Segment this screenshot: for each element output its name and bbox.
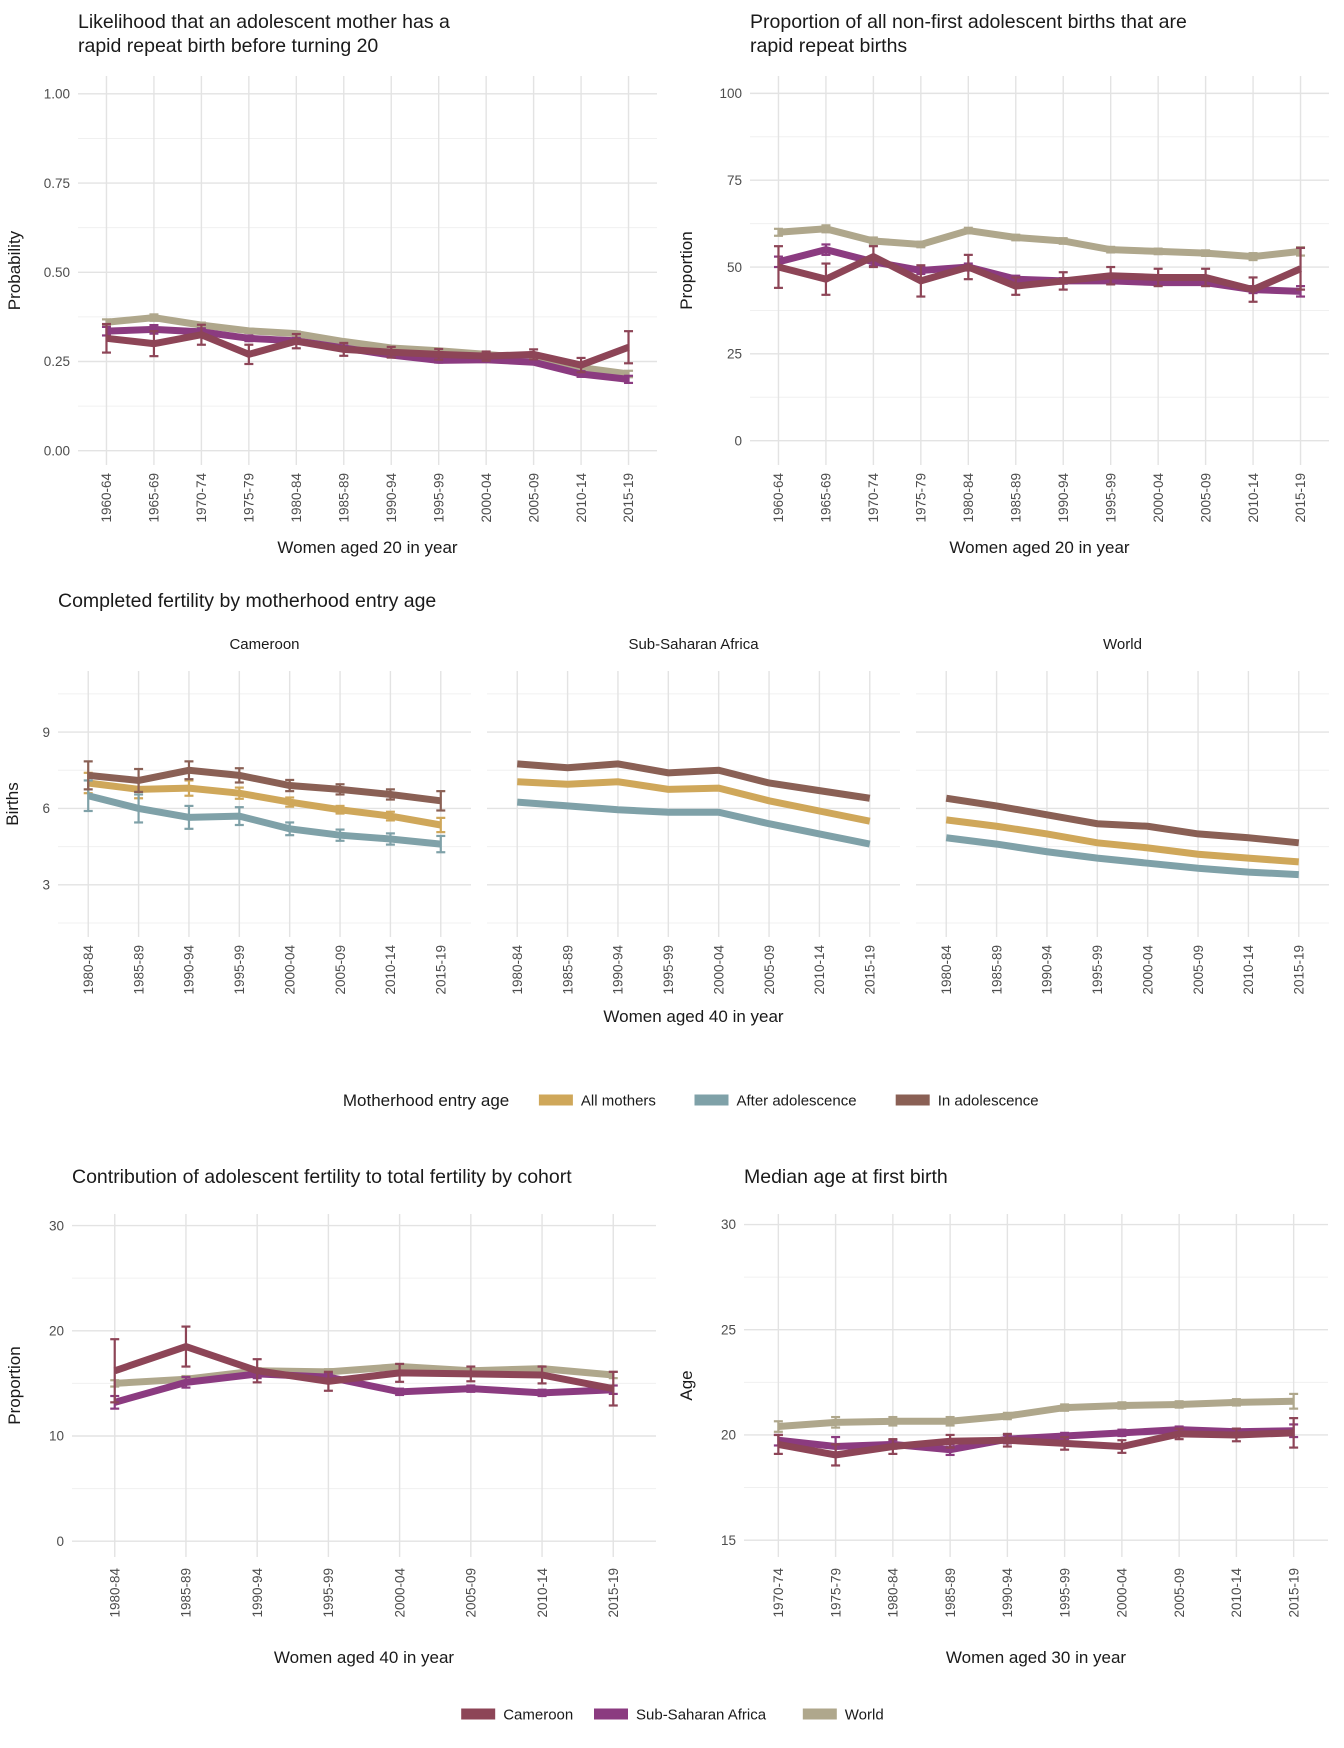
y-tick-label: 0.25: [43, 354, 70, 370]
y-tick-label: 10: [48, 1428, 64, 1444]
x-tick-label: 1995-99: [232, 945, 248, 995]
x-tick-label: 2005-09: [1171, 1568, 1187, 1618]
y-axis-title: Probability: [5, 230, 24, 311]
median-age-first-birth-svg: [672, 1135, 1344, 1675]
x-tick-label: 2000-04: [392, 1568, 408, 1618]
y-tick-label: 50: [726, 259, 742, 275]
completed-fertility-svg: [0, 575, 1344, 1130]
x-tick-label: 1985-89: [131, 945, 147, 995]
y-tick-label: 9: [42, 724, 50, 740]
legend-key-cameroon: [461, 1709, 495, 1720]
x-axis-title: Women aged 20 in year: [277, 538, 458, 557]
legend-title: Motherhood entry age: [342, 1090, 510, 1110]
chart-rrb-proportion: [672, 0, 1344, 575]
y-tick-label: 25: [726, 346, 742, 362]
x-tick-label: 1985-89: [178, 1568, 194, 1618]
legend-key-all-mothers: [539, 1095, 573, 1106]
x-tick-label: 1970-74: [771, 1568, 787, 1618]
x-tick-label: 2015-19: [862, 945, 878, 995]
x-tick-label: 1965-69: [146, 473, 162, 523]
legend-label: After adolescence: [736, 1092, 857, 1110]
x-tick-label: 1980-84: [938, 945, 954, 995]
series-in-adolescence: [946, 798, 1299, 843]
x-tick-label: 2015-19: [1291, 945, 1307, 995]
x-tick-label: 2015-19: [1293, 473, 1309, 523]
x-tick-label: 1960-64: [99, 473, 115, 523]
x-tick-label: 2000-04: [478, 473, 494, 523]
x-tick-label: 2005-09: [1198, 473, 1214, 523]
x-tick-label: 1995-99: [1103, 473, 1119, 523]
y-tick-label: 15: [720, 1532, 736, 1548]
x-tick-label: 1975-79: [828, 1568, 844, 1618]
x-tick-label: 1990-94: [1055, 473, 1071, 523]
facet-label: Sub-Saharan Africa: [628, 636, 759, 653]
x-tick-label: 2015-19: [433, 945, 449, 995]
figure-legend-svg: [0, 1680, 1344, 1743]
x-tick-label: 1990-94: [1000, 1568, 1016, 1618]
x-tick-label: 1980-84: [509, 945, 525, 995]
x-tick-label: 2010-14: [1245, 473, 1261, 523]
x-tick-label: 1990-94: [249, 1568, 265, 1618]
x-tick-label: 1980-84: [80, 945, 96, 995]
y-tick-label: 0.00: [43, 443, 70, 459]
x-tick-label: 2005-09: [761, 945, 777, 995]
x-tick-label: 2010-14: [383, 945, 399, 995]
legend-label: Sub-Saharan Africa: [636, 1706, 767, 1724]
x-tick-label: 1980-84: [885, 1568, 901, 1618]
x-tick-label: 1995-99: [1057, 1568, 1073, 1618]
x-tick-label: 1965-69: [818, 473, 834, 523]
y-tick-label: 20: [48, 1323, 64, 1339]
x-tick-label: 1985-89: [560, 945, 576, 995]
adolescent-contribution-svg: [0, 1135, 672, 1675]
panel-grid: [78, 76, 657, 465]
x-tick-label: 1990-94: [610, 945, 626, 995]
x-axis-title: Women aged 40 in year: [273, 1648, 455, 1667]
legend-label: All mothers: [580, 1092, 656, 1110]
x-tick-label: 2000-04: [1150, 473, 1166, 523]
series-line-in-adolescence: [946, 798, 1299, 843]
x-tick-label: 2010-14: [1229, 1568, 1245, 1618]
figure-legend-row: [0, 1680, 1344, 1748]
y-axis-title: Proportion: [5, 1346, 24, 1425]
series-world: [774, 1394, 1298, 1432]
x-tick-label: 2005-09: [332, 945, 348, 995]
legend-label: In adolescence: [937, 1092, 1039, 1110]
x-tick-label: 1975-79: [913, 473, 929, 523]
x-tick-label: 2010-14: [573, 473, 589, 523]
x-tick-label: 2005-09: [463, 1568, 479, 1618]
y-axis-title: Age: [677, 1370, 696, 1401]
y-tick-label: 30: [48, 1218, 64, 1234]
y-tick-label: 100: [719, 86, 742, 102]
x-tick-label: 2015-19: [605, 1568, 621, 1618]
chart-title-line: rapid repeat birth before turning 20: [78, 35, 379, 57]
x-tick-label: 1990-94: [383, 473, 399, 523]
x-tick-label: 1975-79: [241, 473, 257, 523]
y-tick-label: 0: [56, 1533, 64, 1549]
figure-legend: [0, 1680, 1344, 1748]
x-tick-label: 2005-09: [1190, 945, 1206, 995]
x-tick-label: 1985-89: [989, 945, 1005, 995]
y-axis-title: Births: [3, 782, 22, 826]
x-tick-label: 2000-04: [282, 945, 298, 995]
x-tick-label: 2005-09: [526, 473, 542, 523]
x-tick-label: 1995-99: [661, 945, 677, 995]
x-tick-label: 1995-99: [321, 1568, 337, 1618]
series-line-world: [778, 229, 1300, 257]
legend-key-world: [803, 1709, 837, 1720]
chart-adolescent-contribution: [0, 1135, 672, 1680]
y-tick-label: 6: [42, 801, 50, 817]
chart-title-line: rapid repeat births: [750, 35, 908, 57]
x-tick-label: 1995-99: [1090, 945, 1106, 995]
facet-label: Cameroon: [229, 636, 300, 653]
legend-label: World: [844, 1706, 884, 1724]
chart-completed-fertility: [0, 575, 1344, 1135]
x-tick-label: 1980-84: [107, 1568, 123, 1618]
x-tick-label: 1990-94: [181, 945, 197, 995]
panel-grid: [744, 1214, 1328, 1557]
y-axis-title: Proportion: [677, 231, 696, 310]
x-tick-label: 2010-14: [1241, 945, 1257, 995]
series-line-cameroon: [778, 257, 1300, 290]
x-tick-label: 2015-19: [1286, 1568, 1302, 1618]
y-tick-label: 30: [720, 1217, 736, 1233]
y-tick-label: 1.00: [43, 86, 70, 102]
x-tick-label: 1960-64: [771, 473, 787, 523]
y-tick-label: 0.75: [43, 175, 70, 191]
chart-median-age-first-birth: [672, 1135, 1344, 1680]
x-axis-title: Women aged 40 in year: [603, 1007, 784, 1026]
chart-title-line: Likelihood that an adolescent mother has a: [78, 11, 450, 33]
chart-title-line: Proportion of all non-first adolescent births that are: [750, 11, 1187, 33]
legend-label: Cameroon: [503, 1706, 574, 1724]
facet-label: World: [1103, 636, 1142, 653]
x-tick-label: 1990-94: [1039, 945, 1055, 995]
x-tick-label: 2000-04: [1140, 945, 1156, 995]
y-tick-label: 75: [726, 172, 742, 188]
x-tick-label: 1985-89: [942, 1568, 958, 1618]
row-bottom: [0, 1135, 1344, 1680]
x-axis-title: Women aged 20 in year: [949, 538, 1130, 557]
row-middle: [0, 575, 1344, 1135]
x-tick-label: 1985-89: [336, 473, 352, 523]
legend-key-in-adolescence: [896, 1095, 930, 1106]
y-tick-label: 20: [720, 1427, 736, 1443]
y-tick-label: 0: [734, 433, 742, 449]
chart-rrb-likelihood: [0, 0, 672, 575]
x-tick-label: 1970-74: [866, 473, 882, 523]
x-tick-label: 2010-14: [534, 1568, 550, 1618]
y-tick-label: 0.50: [43, 265, 70, 281]
y-tick-label: 25: [720, 1322, 736, 1338]
chart-title-line: Contribution of adolescent fertility to total fertility by cohort: [72, 1166, 572, 1188]
rrb-proportion-svg: [672, 0, 1344, 570]
chart-title-line: Median age at first birth: [744, 1166, 948, 1188]
x-tick-label: 2015-19: [621, 473, 637, 523]
row-top: [0, 0, 1344, 575]
x-axis-title: Women aged 30 in year: [945, 1648, 1127, 1667]
chart-title-line: Completed fertility by motherhood entry age: [58, 590, 437, 612]
series-line-cameroon: [106, 335, 628, 365]
rrb-likelihood-svg: [0, 0, 672, 570]
y-tick-label: 3: [42, 877, 50, 893]
x-tick-label: 2010-14: [812, 945, 828, 995]
series-line-world: [778, 1401, 1293, 1426]
x-tick-label: 1980-84: [961, 473, 977, 523]
x-tick-label: 1985-89: [1008, 473, 1024, 523]
legend-key-after-adolescence: [695, 1095, 729, 1106]
legend-key-sub-saharan-africa: [594, 1709, 628, 1720]
x-tick-label: 1980-84: [289, 473, 305, 523]
x-tick-label: 1970-74: [194, 473, 210, 523]
x-tick-label: 2000-04: [1114, 1568, 1130, 1618]
x-tick-label: 2000-04: [711, 945, 727, 995]
x-tick-label: 1995-99: [431, 473, 447, 523]
